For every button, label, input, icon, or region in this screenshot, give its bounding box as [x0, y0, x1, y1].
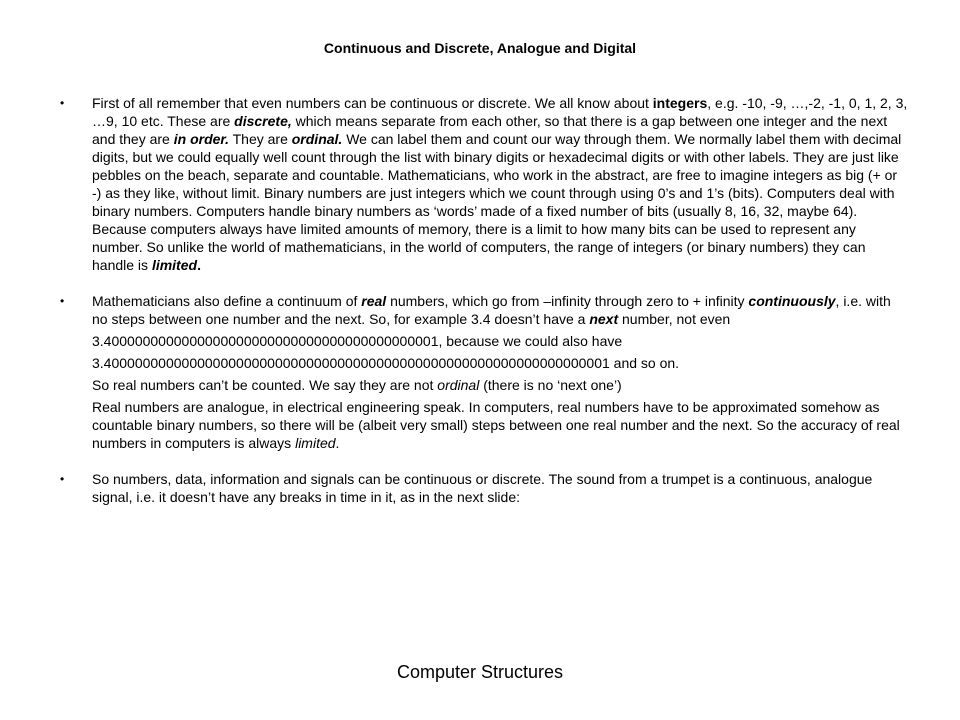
- paragraph-signals: So numbers, data, information and signals can be continuous or discrete. The sound from a trumpet is a continuous, analogue signal, i.e. it doesn’t have any breaks in time in it, as in the next slide:: [92, 471, 873, 505]
- paragraph-real-numbers: [92, 292, 910, 328]
- text-run: which means separate from each other, so that there is a gap between one integer and the next and they are: [92, 113, 888, 147]
- page-title: Continuous and Discrete, Analogue and Digital: [323, 40, 637, 56]
- emphasis-ordinal: ordinal.: [291, 131, 343, 147]
- text-run: , e.g. -10, -9, …,-2, -1, 0, 1, 2, 3, …9, 10 etc. These are: [92, 95, 908, 129]
- text-run: (there is no ‘next one’): [479, 377, 622, 393]
- emphasis-limited: limited: [151, 257, 198, 273]
- bullet-icon: •: [60, 294, 65, 308]
- emphasis-integers: integers: [652, 95, 708, 111]
- text-run: , i.e. with no steps between one number and the next. So, for example 3.4 doesn’t have a: [92, 293, 891, 327]
- text-run: Real numbers are analogue, in electrical engineering speak. In computers, real numbers have to be approximated somehow as countable binary numbers, so there will be (albeit very small) steps between one real number and the next. So the accuracy of real numbers in computers is always: [92, 399, 900, 451]
- not-countable-line: [92, 376, 910, 394]
- footer-label: Computer Structures: [396, 662, 564, 682]
- emphasis-continuously: continuously: [748, 293, 836, 309]
- analogue-paragraph: [92, 398, 910, 452]
- text-run: numbers, which go from –infinity through zero to + infinity: [386, 293, 749, 309]
- text-run: .: [197, 257, 201, 273]
- emphasis-limited-italic: limited: [295, 435, 336, 451]
- emphasis-next: next: [589, 311, 619, 327]
- emphasis-in-order: in order.: [173, 131, 229, 147]
- bullet-icon: •: [60, 96, 65, 110]
- text-run: We can label them and count our way through them. We normally label them with decimal digits, but we could equally well count through the list with binary digits or hexadecimal digits or with other labels. They are just like pebbles on the beach, separate and countable. Mathematicians, who work in the abstract, are free to imagine integers as big (+ or -) as they like, without limit. Binary numbers are just integers which we count through using 0’s and 1’s (bits). Computers deal with binary numbers. Computers handle binary numbers as ‘words’ made of a fixed number of bits (usually 8, 16, 32, maybe 64). Because computers always have limited amounts of memory, there is a limit to how many bits can be used to represent any number. So unlike the world of mathematicians, in the world of computers, the range of integers (or binary numbers) they can handle is: [92, 131, 902, 273]
- emphasis-ordinal-italic: ordinal: [437, 377, 480, 393]
- bullet-item-signals: [60, 470, 910, 506]
- example-number-2: 3.40000000000000000000000000000000000000000000000000000000000000001 and so on.: [92, 355, 680, 371]
- example-number-1: 3.4000000000000000000000000000000000000000001, because we could also have: [92, 333, 623, 349]
- paragraph-integers: [92, 94, 910, 274]
- bullet-icon: •: [60, 472, 65, 486]
- bullet-item-real-numbers: [60, 292, 910, 452]
- text-run: number, not even: [618, 311, 731, 327]
- slide-content: [60, 94, 910, 524]
- text-run: Mathematicians also define a continuum of: [92, 293, 362, 309]
- text-run: First of all remember that even numbers can be continuous or discrete. We all know about: [92, 95, 653, 111]
- text-run: So real numbers can’t be counted. We say they are not: [92, 377, 438, 393]
- text-run: They are: [228, 131, 292, 147]
- emphasis-discrete: discrete,: [234, 113, 292, 129]
- bullet-item-integers: [60, 94, 910, 274]
- emphasis-real: real: [361, 293, 387, 309]
- text-run: .: [335, 435, 340, 451]
